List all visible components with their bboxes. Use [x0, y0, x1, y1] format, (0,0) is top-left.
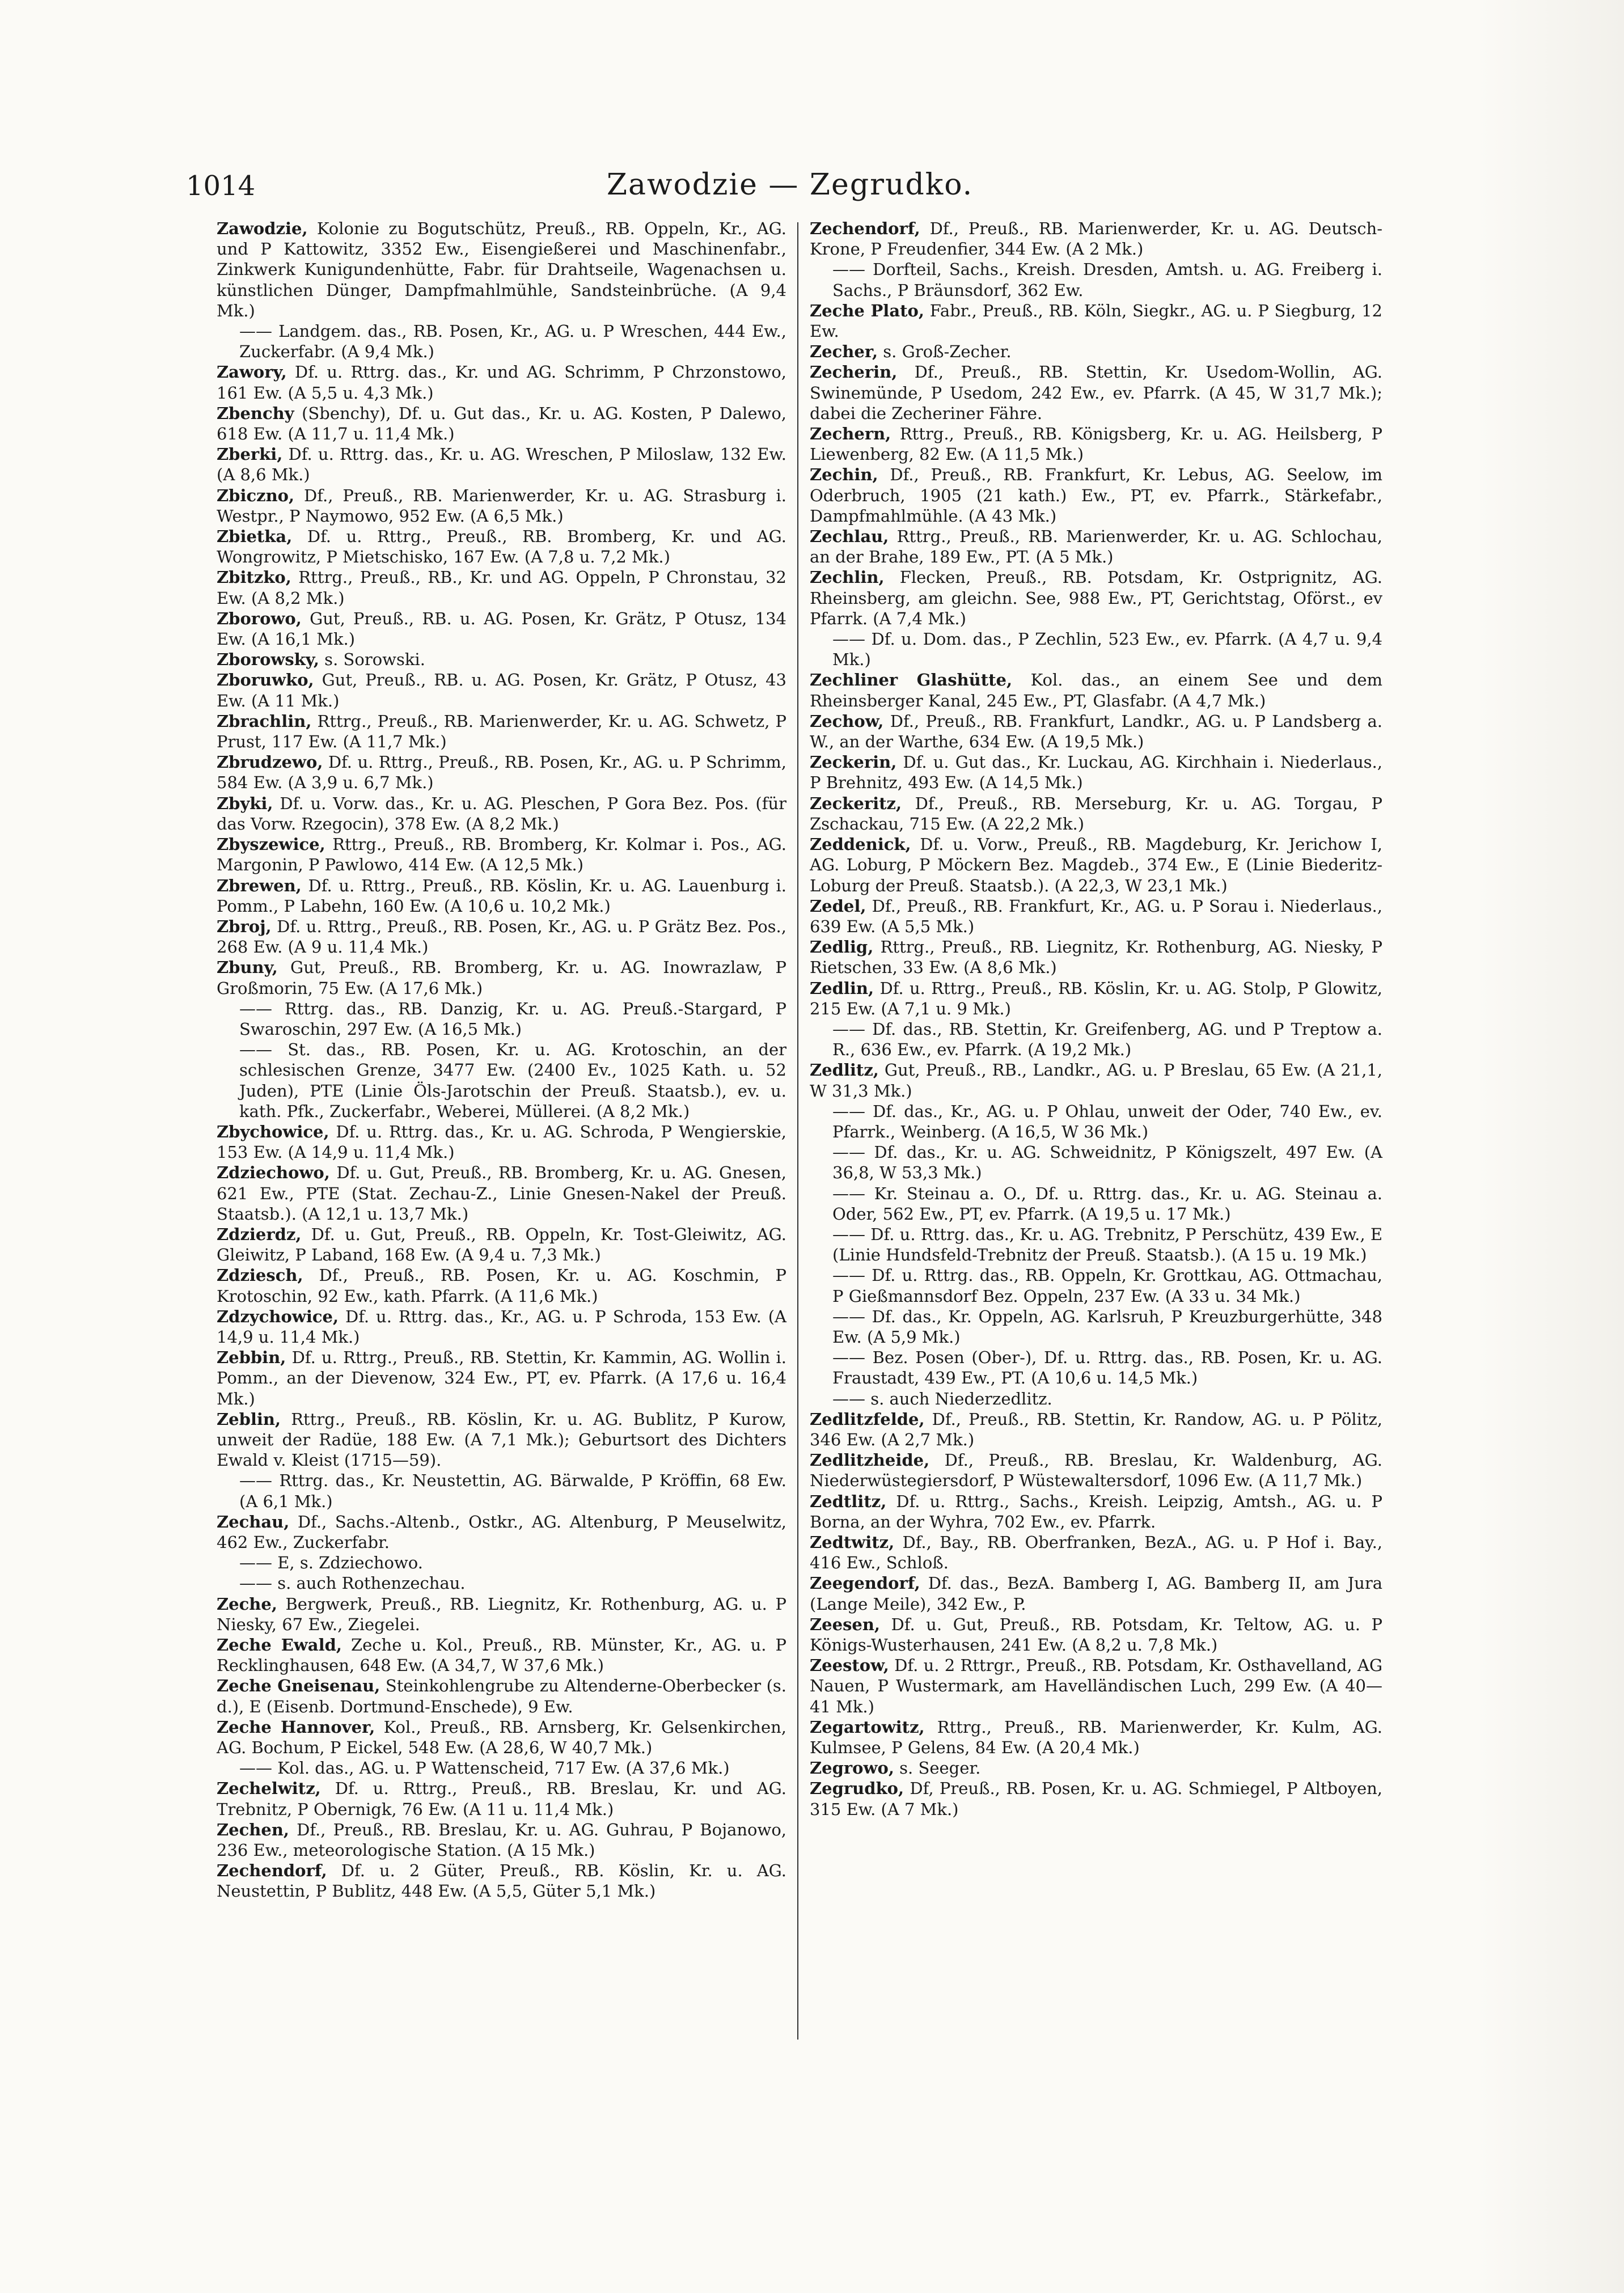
entry-text: Df., Preuß., RB. Merseburg, Kr. u. AG. Torgau, P Zschackau, 715 Ew. (A 22,2 Mk.) [810, 793, 1382, 834]
column-divider [797, 222, 798, 2040]
entry-text: Df. u. 2 Güter, Preuß., RB. Köslin, Kr. u. AG. Neustettin, P Bublitz, 448 Ew. (A 5,5, Güter 5,1 Mk.) [217, 1861, 786, 1901]
entry-text: —— Df. u. Rttrg. das., RB. Oppeln, Kr. Grottkau, AG. Ottmachau, P Gießmannsdorf Bez. Oppeln, 237 Ew. (A 33 u. 34 Mk.) [832, 1266, 1382, 1306]
dictionary-entry [217, 1039, 786, 1122]
dictionary-entry [217, 444, 786, 485]
dictionary-entry [217, 1122, 786, 1162]
entry-headword: Zeblin, [217, 1409, 281, 1429]
dictionary-entry [810, 362, 1382, 424]
entry-text: Df. u. Vorw. das., Kr. u. AG. Pleschen, P Gora Bez. Pos. (für das Vorw. Rzegocin), 378 Ew. (A 8,2 Mk.) [217, 793, 786, 834]
entry-text: —— Df. das., RB. Stettin, Kr. Greifenberg, AG. und P Treptow a. R., 636 Ew., ev. Pfarrk. (A 19,2 Mk.) [832, 1019, 1382, 1060]
dictionary-entry [810, 834, 1382, 896]
dictionary-entry [810, 793, 1382, 834]
entry-headword: Zdzychowice, [217, 1306, 339, 1326]
dictionary-entry [810, 1389, 1382, 1409]
entry-text: —— Df. das., Kr., AG. u. P Ohlau, unweit der Oder, 740 Ew., ev. Pfarrk., Weinberg. (A 16,5, W 36 Mk.) [832, 1101, 1382, 1141]
dictionary-entry [810, 711, 1382, 752]
dictionary-entry [810, 424, 1382, 464]
entry-headword: Zbrudzewo, [217, 752, 323, 772]
entry-headword: Zeche Plato, [810, 301, 924, 320]
dictionary-entry [810, 752, 1382, 793]
dictionary-entry [217, 526, 786, 567]
entry-headword: Zegrudko, [810, 1779, 904, 1799]
dictionary-entry [217, 608, 786, 649]
dictionary-entry [810, 1532, 1382, 1573]
entry-text: Df. u. Rttrg., Preuß., RB. Köslin, Kr. u. AG. Stolp, P Glowitz, 215 Ew. (A 7,1 u. 9 Mk.) [810, 978, 1382, 1018]
entry-headword: Zbiczno, [217, 485, 295, 505]
dictionary-entry [810, 1265, 1382, 1306]
entry-headword: Zbitzko, [217, 568, 291, 587]
dictionary-entry [217, 1594, 786, 1635]
entry-text: Fabr., Preuß., RB. Köln, Siegkr., AG. u. P Siegburg, 12 Ew. [810, 301, 1382, 341]
entry-text: Df., Preuß., RB. Posen, Kr. u. AG. Koschmin, P Krotoschin, 92 Ew., kath. Pfarrk. (A 11,6 Mk.) [217, 1266, 786, 1306]
dictionary-entry [810, 1614, 1382, 1655]
right-column [810, 218, 1382, 1820]
entry-headword: Zechelwitz, [217, 1779, 321, 1799]
entry-headword: Zdziechowo, [217, 1163, 330, 1183]
entry-headword: Zeche Hannover, [217, 1717, 375, 1737]
entry-text: —— Kr. Steinau a. O., Df. u. Rttrg. das., Kr. u. AG. Steinau a. Oder, 562 Ew., PT, ev. Pfarrk. (A 19,5 u. 17 Mk.) [832, 1183, 1382, 1224]
dictionary-entry [217, 1820, 786, 1860]
dictionary-entry [217, 1162, 786, 1224]
entry-text: s. Seeger. [894, 1758, 981, 1778]
dictionary-entry [217, 1265, 786, 1306]
entry-headword: Zedlig, [810, 937, 874, 957]
entry-headword: Zechlau, [810, 527, 889, 547]
entry-headword: Zechendorf, [217, 1861, 327, 1881]
entry-text: Kol. das., an einem See und dem Rheinsberger Kanal, 245 Ew., PT, Glasfabr. (A 4,7 Mk.) [810, 670, 1382, 710]
entry-text: Bergwerk, Preuß., RB. Liegnitz, Kr. Rothenburg, AG. u. P Niesky, 67 Ew., Ziegelei. [217, 1594, 786, 1634]
dictionary-entry [217, 670, 786, 710]
entry-text: Df. u. Gut das., Kr. Luckau, AG. Kirchhain i. Niederlaus., P Brehnitz, 493 Ew. (A 14,5 Mk.) [810, 752, 1382, 793]
entry-text: Df. u. Vorw., Preuß., RB. Magdeburg, Kr. Jerichow I, AG. Loburg, P Möckern Bez. Magdeb., 374 Ew., E (Linie Biederitz-Loburg der Preuß. Staatsb.). (A 22,3, W 23,1 Mk.) [810, 835, 1382, 895]
dictionary-entry [217, 403, 786, 444]
entry-text: —— Df. u. Rttrg. das., Kr. u. AG. Trebnitz, P Perschütz, 439 Ew., E (Linie Hundsfeld-Trebnitz der Preuß. Staatsb.). (A 15 u. 19 Mk.) [832, 1224, 1382, 1265]
dictionary-entry [810, 1183, 1382, 1224]
entry-headword: Zedlitzfelde, [810, 1409, 925, 1429]
entry-text: —— Bez. Posen (Ober-), Df. u. Rttrg. das., RB. Posen, Kr. u. AG. Fraustadt, 439 Ew., PT. (A 10,6 u. 14,5 Mk.) [832, 1348, 1382, 1388]
entry-headword: Zbrewen, [217, 875, 302, 895]
entry-text: Df. u. Gut, Preuß., RB. Oppeln, Kr. Tost-Gleiwitz, AG. Gleiwitz, P Laband, 168 Ew. (A 9,4 u. 7,3 Mk.) [217, 1224, 786, 1265]
entry-headword: Zeddenick, [810, 835, 911, 854]
dictionary-entry [810, 1060, 1382, 1101]
entry-text: —— Df. u. Dom. das., P Zechlin, 523 Ew., ev. Pfarrk. (A 4,7 u. 9,4 Mk.) [832, 629, 1382, 670]
entry-headword: Zbyszewice, [217, 835, 325, 854]
entry-text: Rttrg., Preuß., RB. Bromberg, Kr. Kolmar i. Pos., AG. Margonin, P Pawlowo, 414 Ew. (A 12,5 Mk.) [217, 835, 786, 875]
entry-headword: Zberki, [217, 445, 283, 464]
entry-text: Df. u. 2 Rttrgr., Preuß., RB. Potsdam, Kr. Osthavelland, AG Nauen, P Wustermark, am Havelländischen Luch, 299 Ew. (A 40—41 Mk.) [810, 1656, 1382, 1716]
entry-headword: Zbychowice, [217, 1122, 329, 1141]
entry-text: —— Rttrg. das., RB. Danzig, Kr. u. AG. Preuß.-Stargard, P Swaroschin, 297 Ew. (A 16,5 Mk.) [239, 999, 786, 1039]
entry-headword: Zechern, [810, 424, 891, 444]
dictionary-entry [810, 1409, 1382, 1450]
left-column [217, 218, 786, 1902]
entry-text: —— Landgem. das., RB. Posen, Kr., AG. u. P Wreschen, 444 Ew., Zuckerfabr. (A 9,4 Mk.) [239, 321, 786, 362]
entry-text: Df. das., BezA. Bamberg I, AG. Bamberg II, am Jura (Lange Meile), 342 Ew., P. [810, 1573, 1382, 1614]
dictionary-entry [810, 301, 1382, 341]
dictionary-entry [810, 896, 1382, 937]
entry-headword: Zeestow, [810, 1656, 889, 1676]
entry-headword: Zecherin, [810, 362, 898, 382]
entry-text: Df. u. Rttrg., Preuß., RB. Posen, Kr., AG. u. P Schrimm, 584 Ew. (A 3,9 u. 6,7 Mk.) [217, 752, 786, 793]
entry-text: Kolonie zu Bogutschütz, Preuß., RB. Oppeln, Kr., AG. und P Kattowitz, 3352 Ew., Eisengießerei und Maschinenfabr., Zinkwerk Kunigundenhütte, Fabr. für Drahtseile, Wagenachsen u. künstlichen Dünger, Dampfmahlmühle, Sandsteinbrüche. (A 9,4 Mk.) [217, 219, 786, 320]
dictionary-entry [217, 1635, 786, 1676]
entry-text: Steinkohlengrube zu Altenderne-Oberbecker (s. d.), E (Eisenb. Dortmund-Enschede), 9 Ew. [217, 1676, 786, 1716]
dictionary-entry [217, 1778, 786, 1819]
entry-headword: Zdziesch, [217, 1266, 303, 1285]
dictionary-entry [217, 567, 786, 608]
dictionary-entry [217, 1347, 786, 1409]
entry-text: Df. u. Rttrg. das., Kr. u. AG. Wreschen, P Miloslaw, 132 Ew. (A 8,6 Mk.) [217, 445, 786, 485]
entry-text: Flecken, Preuß., RB. Potsdam, Kr. Ostprignitz, AG. Rheinsberg, am gleichn. See, 988 Ew., PT, Gerichtstag, Oförst., ev Pfarrk. (A 7,4 Mk.) [810, 568, 1382, 628]
entry-text: Kol., Preuß., RB. Arnsberg, Kr. Gelsenkirchen, AG. Bochum, P Eickel, 548 Ew. (A 28,6, W 40,7 Mk.) [217, 1717, 787, 1758]
dictionary-entry [217, 793, 786, 834]
dictionary-entry [217, 1224, 786, 1265]
entry-text: Df. u. Rttrg., Preuß., RB. Posen, Kr., AG. u. P Grätz Bez. Pos., 268 Ew. (A 9 u. 11,4 Mk.) [217, 916, 786, 957]
entry-text: Rttrg., Preuß., RB., Kr. und AG. Oppeln, P Chronstau, 32 Ew. (A 8,2 Mk.) [217, 568, 786, 608]
dictionary-entry [810, 1101, 1382, 1142]
entry-text: Rttrg., Preuß., RB. Köslin, Kr. u. AG. Bublitz, P Kurow, unweit der Radüe, 188 Ew. (A 7,1 Mk.); Geburtsort des Dichters Ewald v. Kleist (1715—59). [217, 1409, 786, 1470]
dictionary-entry [810, 218, 1382, 259]
entry-headword: Zbuny, [217, 958, 278, 978]
dictionary-entry [217, 1758, 786, 1778]
entry-text: Rttrg., Preuß., RB. Marienwerder, Kr. Kulm, AG. Kulmsee, P Gelens, 84 Ew. (A 20,4 Mk.) [810, 1717, 1382, 1758]
entry-text: Df. u. Gut, Preuß., RB. Potsdam, Kr. Teltow, AG. u. P Königs-Wusterhausen, 241 Ew. (A 8,2 u. 7,8 Mk.) [810, 1614, 1382, 1655]
dictionary-entry [217, 916, 786, 957]
entry-headword: Zbietka, [217, 527, 293, 547]
dictionary-entry [217, 1676, 786, 1716]
entry-text: —— E, s. Zdziechowo. [239, 1553, 423, 1573]
entry-headword: Zechlin, [810, 568, 885, 587]
entry-text: (Sbenchy), Df. u. Gut das., Kr. u. AG. Kosten, P Dalewo, 618 Ew. (A 11,7 u. 11,4 Mk.) [217, 403, 786, 444]
entry-text: Df., Preuß., RB. Frankfurt, Kr. Lebus, AG. Seelow, im Oderbruch, 1905 (21 kath.) Ew., PT, ev. Pfarrk., Stärkefabr., Dampfmahlmühle. (A 43 Mk.) [810, 465, 1382, 526]
dictionary-entry [810, 1573, 1382, 1614]
entry-text: —— s. auch Rothenzechau. [239, 1573, 466, 1593]
entry-text: Df. u. Rttrg., Preuß., RB. Stettin, Kr. Kammin, AG. Wollin i. Pomm., an der Dievenow, 324 Ew., PT, ev. Pfarrk. (A 17,6 u. 16,4 Mk.) [217, 1348, 786, 1408]
entry-text: Df. u. Gut, Preuß., RB. Bromberg, Kr. u. AG. Gnesen, 621 Ew., PTE (Stat. Zechau-Z., Linie Gnesen-Nakel der Preuß. Staatsb.). (A 12,1 u. 13,7 Mk.) [217, 1163, 786, 1224]
entry-headword: Zeche Gneisenau, [217, 1676, 380, 1696]
dictionary-entry [217, 752, 786, 793]
entry-headword: Zegartowitz, [810, 1717, 925, 1737]
entry-text: Rttrg., Preuß., RB. Marienwerder, Kr. u. AG. Schlochau, an der Brahe, 189 Ew., PT. (A 5 Mk.) [810, 527, 1382, 567]
entry-text: —— Dorfteil, Sachs., Kreish. Dresden, Amtsh. u. AG. Freiberg i. Sachs., P Bräunsdorf, 362 Ew. [832, 260, 1382, 300]
entry-text: Df., Preuß., RB. Breslau, Kr. Waldenburg, AG. Niederwüstegiersdorf, P Wüstewaltersdorf, 1096 Ew. (A 11,7 Mk.) [810, 1450, 1382, 1491]
entry-headword: Zbroj, [217, 916, 272, 936]
dictionary-entry [810, 1717, 1382, 1758]
entry-text: —— Df. das., Kr. u. AG. Schweidnitz, P Königszelt, 497 Ew. (A 36,8, W 53,3 Mk.) [832, 1143, 1382, 1183]
entry-headword: Zbyki, [217, 793, 273, 813]
entry-headword: Zborowo, [217, 608, 302, 628]
dictionary-entry [810, 1778, 1382, 1819]
entry-text: Df, Preuß., RB. Posen, Kr. u. AG. Schmiegel, P Altboyen, 315 Ew. (A 7 Mk.) [810, 1779, 1382, 1819]
dictionary-entry [217, 1717, 786, 1758]
running-head: Zawodzie — Zegrudko. [606, 168, 974, 202]
dictionary-entry [810, 937, 1382, 978]
entry-headword: Zdzierdz, [217, 1224, 302, 1244]
entry-text: Gut, Preuß., RB. u. AG. Posen, Kr. Grätz, P Otusz, 134 Ew. (A 16,1 Mk.) [217, 608, 786, 649]
entry-headword: Zeegendorf, [810, 1573, 920, 1593]
entry-headword: Zebbin, [217, 1348, 286, 1368]
entry-text: Df., Preuß., RB. Frankfurt, Landkr., AG. u. P Landsberg a. W., an der Warthe, 634 Ew. (A 19,5 Mk.) [810, 711, 1382, 752]
entry-text: —— Df. das., Kr. Oppeln, AG. Karlsruh, P Kreuzburgerhütte, 348 Ew. (A 5,9 Mk.) [832, 1306, 1382, 1347]
entry-text: Df., Preuß., RB. Marienwerder, Kr. u. AG. Deutsch-Krone, P Freudenfier, 344 Ew. (A 2 Mk.) [810, 219, 1382, 259]
entry-headword: Zawodzie, [217, 219, 308, 238]
dictionary-entry [810, 1019, 1382, 1060]
entry-text: Df., Preuß., RB. Frankfurt, Kr., AG. u. P Sorau i. Niederlaus., 639 Ew. (A 5,5 Mk.) [810, 896, 1382, 936]
dictionary-entry [217, 321, 786, 362]
entry-headword: Zborowsky, [217, 650, 319, 670]
dictionary-entry [810, 978, 1382, 1019]
dictionary-entry [217, 218, 786, 321]
entry-headword: Zechow, [810, 711, 884, 731]
dictionary-entry [217, 1512, 786, 1552]
dictionary-entry [810, 1491, 1382, 1532]
entry-headword: Zedel, [810, 896, 866, 916]
entry-headword: Zedlin, [810, 978, 874, 998]
entry-text: Df., Preuß., RB. Breslau, Kr. u. AG. Guhrau, P Bojanowo, 236 Ew., meteorologische Station. (A 15 Mk.) [217, 1820, 786, 1860]
entry-text: Df. u. Rttrg. das., Kr., AG. u. P Schroda, 153 Ew. (A 14,9 u. 11,4 Mk.) [217, 1306, 786, 1347]
entry-headword: Zeche, [217, 1594, 277, 1614]
dictionary-entry [810, 1347, 1382, 1388]
entry-headword: Zedtwitz, [810, 1533, 895, 1552]
entry-text: Df., Sachs.-Altenb., Ostkr., AG. Altenburg, P Meuselwitz, 462 Ew., Zuckerfabr. [217, 1512, 786, 1552]
dictionary-entry [810, 1224, 1382, 1265]
dictionary-entry [810, 259, 1382, 300]
entry-headword: Zeche Ewald, [217, 1635, 342, 1655]
entry-text: —— St. das., RB. Posen, Kr. u. AG. Krotoschin, an der schlesischen Grenze, 3477 Ew. (2400 Ev., 1025 Kath. u. 52 Juden), PTE (Linie Öls-Jarotschin der Preuß. Staatsb.), ev. u. kath. Pfk., Zuckerfabr., Weberei, Müllerei. (A 8,2 Mk.) [239, 1040, 786, 1121]
entry-text: Gut, Preuß., RB. u. AG. Posen, Kr. Grätz, P Otusz, 43 Ew. (A 11 Mk.) [217, 670, 786, 710]
entry-headword: Zeckeritz, [810, 793, 902, 813]
entry-text: Df., Preuß., RB. Stettin, Kr. Randow, AG. u. P Pölitz, 346 Ew. (A 2,7 Mk.) [810, 1409, 1382, 1449]
entry-text: —— s. auch Niederzedlitz. [832, 1389, 1052, 1408]
dictionary-entry [217, 711, 786, 752]
entry-headword: Zeesen, [810, 1614, 881, 1634]
entry-text: Df. u. Rttrg., Preuß., RB. Köslin, Kr. u. AG. Lauenburg i. Pomm., P Labehn, 160 Ew. (A 10,6 u. 10,2 Mk.) [217, 875, 786, 916]
entry-text: Rttrg., Preuß., RB. Liegnitz, Kr. Rothenburg, AG. Niesky, P Rietschen, 33 Ew. (A 8,6 Mk.) [810, 937, 1382, 978]
dictionary-entry [810, 1655, 1382, 1717]
entry-headword: Zechliner Glashütte, [810, 670, 1013, 690]
dictionary-entry [217, 1409, 786, 1471]
entry-headword: Zbenchy [217, 403, 294, 423]
dictionary-entry [810, 341, 1382, 362]
entry-text: Rttrg., Preuß., RB. Königsberg, Kr. u. AG. Heilsberg, P Liewenberg, 82 Ew. (A 11,5 Mk.) [810, 424, 1382, 464]
entry-text: s. Sorowski. [319, 650, 425, 670]
dictionary-entry [217, 875, 786, 916]
dictionary-entry [810, 629, 1382, 670]
entry-text: Gut, Preuß., RB., Landkr., AG. u. P Breslau, 65 Ew. (A 21,1, W 31,3 Mk.) [810, 1060, 1382, 1101]
entry-headword: Zedlitzheide, [810, 1450, 930, 1470]
entry-text: Df. u. Rttrg., Preuß., RB. Bromberg, Kr. und AG. Wongrowitz, P Mietschisko, 167 Ew. (A 7,8 u. 7,2 Mk.) [217, 527, 786, 567]
entry-text: s. Groß-Zecher. [878, 342, 1012, 362]
entry-headword: Zecher, [810, 342, 878, 362]
dictionary-entry [217, 999, 786, 1039]
dictionary-entry [217, 1860, 786, 1901]
dictionary-entry [810, 1142, 1382, 1183]
dictionary-entry [810, 1450, 1382, 1491]
dictionary-entry [810, 1306, 1382, 1347]
entry-headword: Zechin, [810, 465, 878, 485]
entry-text: Gut, Preuß., RB. Bromberg, Kr. u. AG. Inowrazlaw, P Großmorin, 75 Ew. (A 17,6 Mk.) [217, 958, 786, 998]
dictionary-entry [810, 567, 1382, 629]
entry-headword: Zedtlitz, [810, 1491, 887, 1511]
page-number: 1014 [186, 170, 256, 202]
dictionary-entry [810, 670, 1382, 710]
entry-text: —— Rttrg. das., Kr. Neustettin, AG. Bärwalde, P Kröffin, 68 Ew. (A 6,1 Mk.) [239, 1471, 786, 1511]
entry-headword: Zboruwko, [217, 670, 314, 690]
scan-edge-shading [1477, 0, 1624, 2293]
dictionary-entry [810, 464, 1382, 526]
entry-text: Df. u. Rttrg., Preuß., RB. Breslau, Kr. und AG. Trebnitz, P Obernigk, 76 Ew. (A 11 u. 11,4 Mk.) [217, 1779, 786, 1819]
dictionary-entry [217, 1470, 786, 1511]
dictionary-entry [810, 526, 1382, 567]
entry-text: Df. u. Rttrg., Sachs., Kreish. Leipzig, Amtsh., AG. u. P Borna, an der Wyhra, 702 Ew., ev. Pfarrk. [810, 1491, 1382, 1532]
entry-headword: Zeckerin, [810, 752, 897, 772]
entry-text: Df., Preuß., RB. Stettin, Kr. Usedom-Wollin, AG. Swinemünde, P Usedom, 242 Ew., ev. Pfarrk. (A 45, W 31,7 Mk.); dabei die Zecheriner Fähre. [810, 362, 1382, 423]
entry-text: Rttrg., Preuß., RB. Marienwerder, Kr. u. AG. Schwetz, P Prust, 117 Ew. (A 11,7 Mk.) [217, 711, 786, 752]
dictionary-entry [217, 834, 786, 875]
entry-text: Df. u. Rttrg. das., Kr. u. AG. Schroda, P Wengierskie, 153 Ew. (A 14,9 u. 11,4 Mk.) [217, 1122, 786, 1162]
dictionary-entry [217, 957, 786, 998]
entry-text: Df., Preuß., RB. Marienwerder, Kr. u. AG. Strasburg i. Westpr., P Naymowo, 952 Ew. (A 6,5 Mk.) [217, 485, 786, 526]
dictionary-entry [217, 1306, 786, 1347]
dictionary-entry [217, 649, 786, 670]
dictionary-entry [217, 1552, 786, 1573]
dictionary-entry [217, 485, 786, 526]
entry-headword: Zegrowo, [810, 1758, 894, 1778]
entry-text: Df. u. Rttrg. das., Kr. und AG. Schrimm, P Chrzonstowo, 161 Ew. (A 5,5 u. 4,3 Mk.) [217, 362, 786, 403]
dictionary-entry [810, 1758, 1382, 1778]
dictionary-entry [217, 362, 786, 403]
dictionary-entry [217, 1573, 786, 1593]
entry-headword: Zawory, [217, 362, 287, 382]
entry-text: Df., Bay., RB. Oberfranken, BezA., AG. u. P Hof i. Bay., 416 Ew., Schloß. [810, 1533, 1382, 1573]
entry-text: —— Kol. das., AG. u. P Wattenscheid, 717 Ew. (A 37,6 Mk.) [239, 1758, 730, 1778]
entry-text: Zeche u. Kol., Preuß., RB. Münster, Kr., AG. u. P Recklinghausen, 648 Ew. (A 34,7, W 37,6 Mk.) [217, 1635, 786, 1676]
entry-headword: Zbrachlin, [217, 711, 312, 731]
entry-headword: Zechen, [217, 1820, 289, 1839]
entry-headword: Zechau, [217, 1512, 290, 1532]
entry-headword: Zechendorf, [810, 219, 920, 238]
entry-headword: Zedlitz, [810, 1060, 879, 1080]
